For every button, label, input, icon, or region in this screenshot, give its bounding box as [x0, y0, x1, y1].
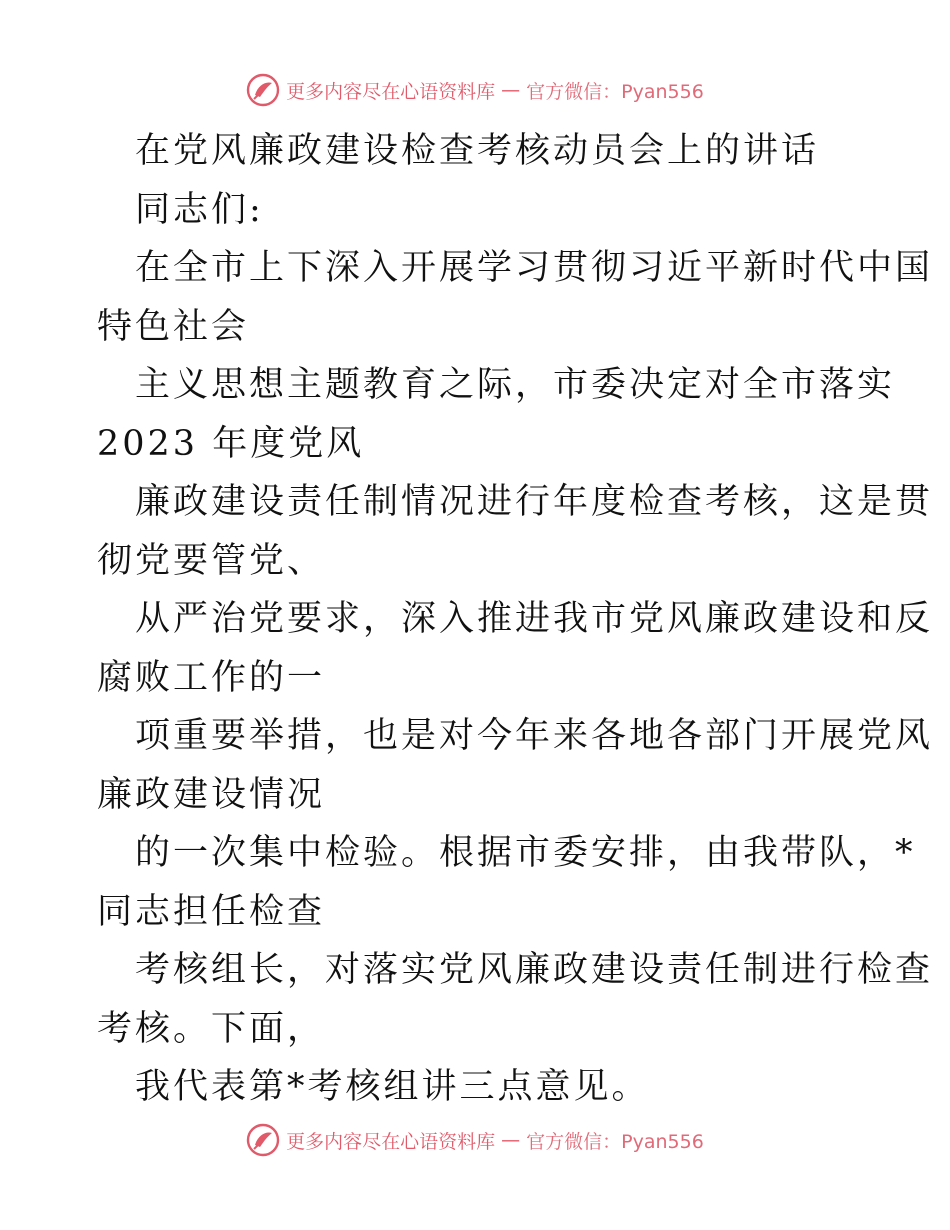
watermark-brand-text: 更多内容尽在心语资料库 [286, 1130, 496, 1153]
watermark-separator: — [501, 1129, 521, 1151]
text-line: 的一次集中检验。根据市委安排，由我带队，* [135, 833, 916, 873]
text-line: 同志们: [135, 189, 264, 230]
watermark-separator: — [501, 79, 521, 101]
text-line: 考核。下面， [97, 1008, 326, 1049]
watermark-wechat-text: 官方微信：Pyan556 [526, 1130, 704, 1153]
text-line: 我代表第*考核组讲三点意见。 [135, 1067, 650, 1107]
header-watermark [0, 70, 950, 110]
text-line: 彻党要管党、 [97, 540, 326, 581]
watermark-brand [246, 73, 704, 107]
text-line: 同志担任检查 [97, 891, 326, 932]
text-line: 主义思想主题教育之际，市委决定对全市落实 [135, 365, 896, 405]
text-line: 在党风廉政建设检查考核动员会上的讲话 [135, 131, 820, 171]
text-line: 在全市上下深入开展学习贯彻习近平新时代中国 [135, 248, 934, 288]
brand-logo-icon [246, 73, 280, 107]
text-line: 从严治党要求，深入推进我市党风廉政建设和反 [135, 599, 934, 639]
text-line: 特色社会 [97, 306, 250, 347]
watermark-wechat-text: 官方微信：Pyan556 [526, 80, 704, 103]
document-body [97, 122, 934, 1117]
text-line: 2023 年度党风 [97, 423, 365, 464]
text-line: 考核组长，对落实党风廉政建设责任制进行检查 [135, 950, 934, 990]
text-line: 廉政建设情况 [97, 774, 326, 815]
text-line: 项重要举措，也是对今年来各地各部门开展党风 [135, 716, 934, 756]
brand-logo-icon [246, 1123, 280, 1157]
footer-watermark [0, 1120, 950, 1160]
text-line: 廉政建设责任制情况进行年度检查考核，这是贯 [135, 482, 934, 522]
watermark-brand [246, 1123, 704, 1157]
watermark-brand-text: 更多内容尽在心语资料库 [286, 80, 496, 103]
text-line: 腐败工作的一 [97, 657, 326, 698]
